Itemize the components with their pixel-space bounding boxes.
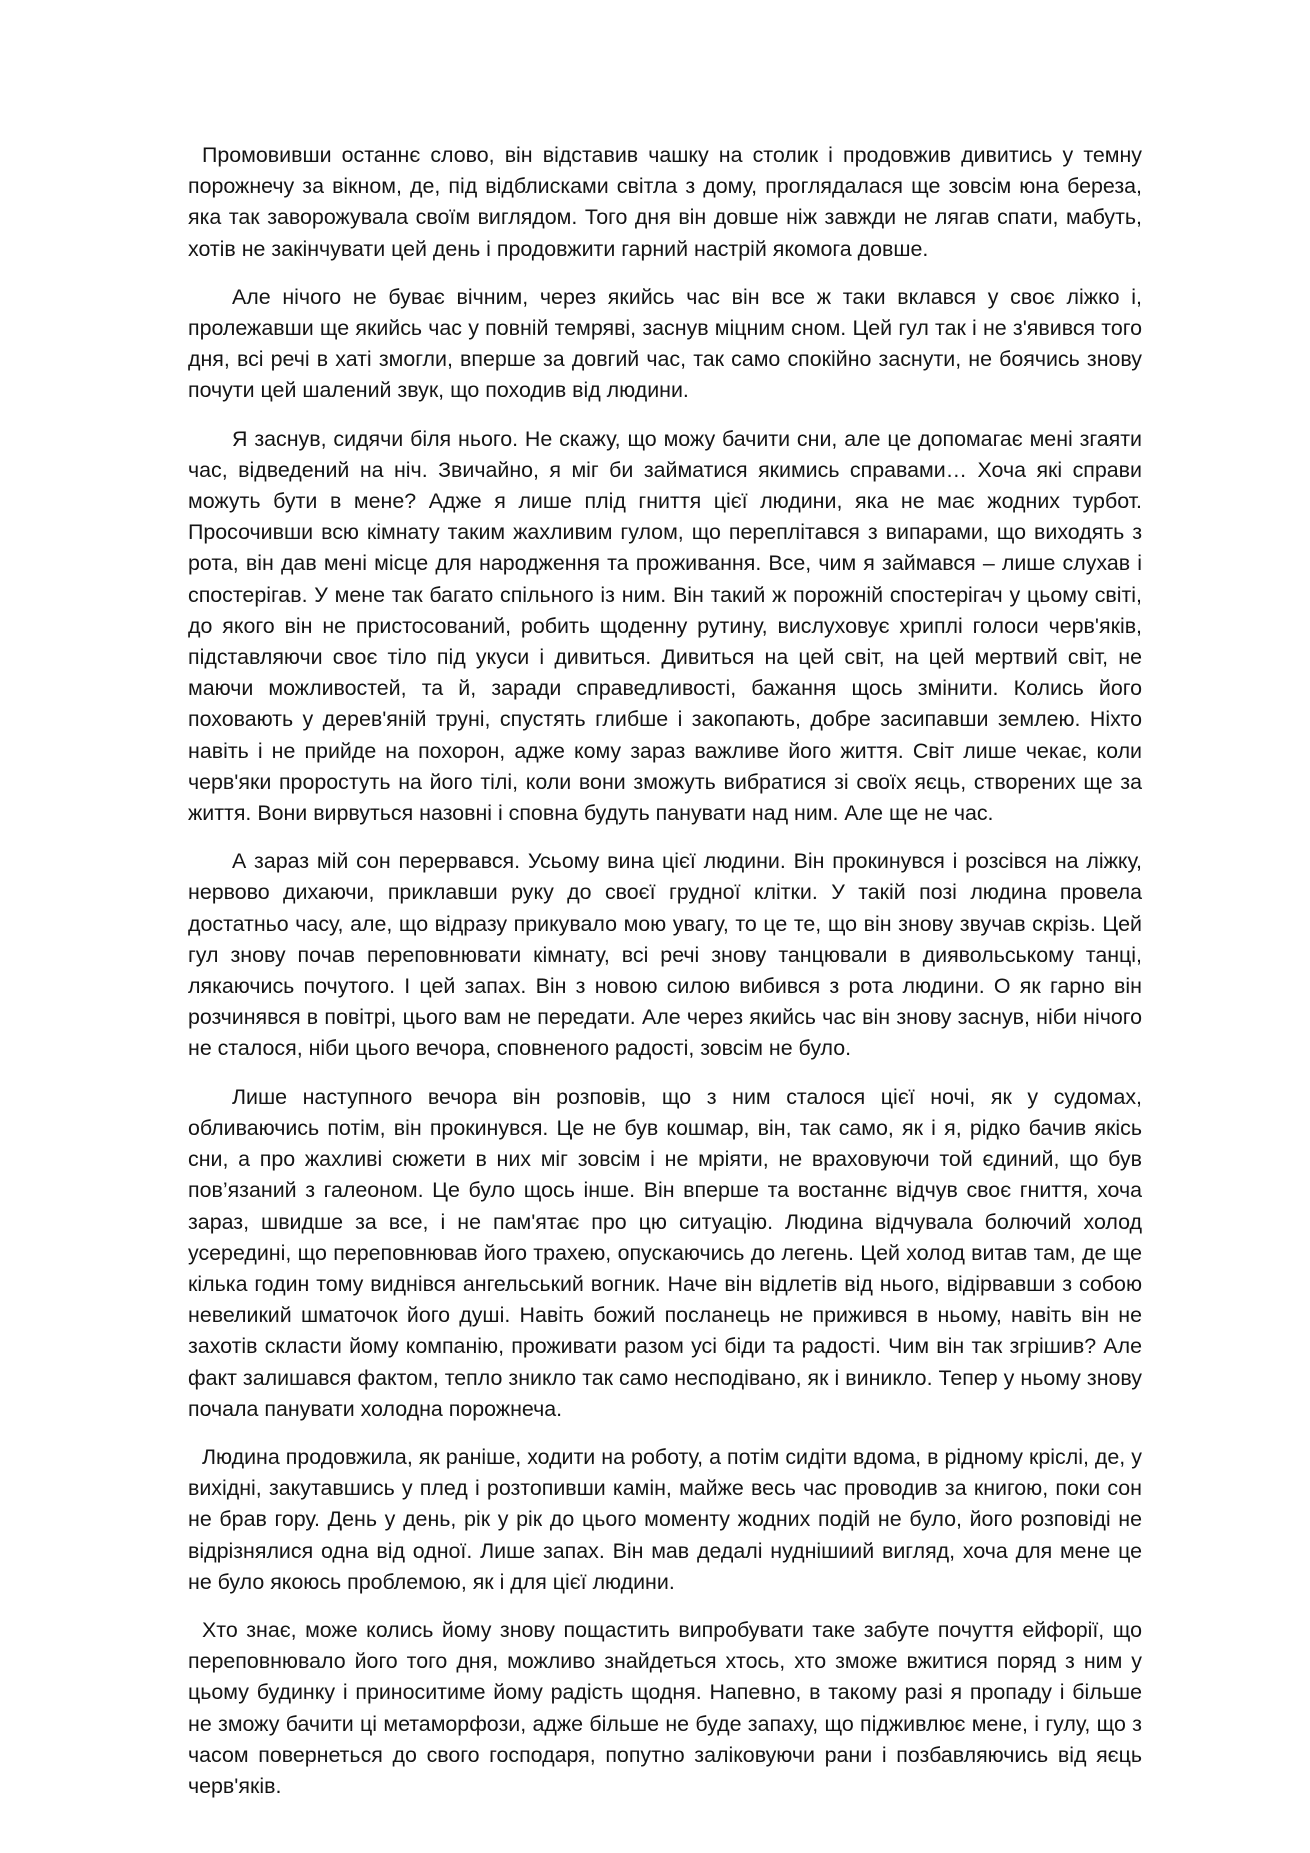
document-page (188, 140, 1142, 1819)
paragraph: Промовивши останнє слово, він відставив чашку на столик і продовжив дивитись у темну порожнечу за вікном, де, під відблисками світла з дому, проглядалася ще зовсім юна береза, яка так заворожувала своїм виглядом. Того дня він довше ніж завжди не лягав спати, мабуть, хотів не закінчувати цей день і продовжити гарний настрій якомога довше. (188, 143, 1142, 261)
paragraph: А зараз мій сон перервався. Усьому вина цієї людини. Він прокинувся і розсівся на ліжку, нервово дихаючи, приклавши руку до своєї грудної клітки. У такій позі людина провела достатньо часу, але, що відразу прикувало мою увагу, то це те, що він знову звучав скрізь. Цей гул знову почав переповнювати кімнату, всі речі знову танцювали в диявольському танці, лякаючись почутого. І цей запах. Він з новою силою вибився з рота людини. О як гарно він розчинявся в повітрі, цього вам не передати. Але через якийсь час він знову заснув, ніби нічого не сталося, ніби цього вечора, сповненого радості, зовсім не було. (188, 849, 1142, 1061)
paragraph: Хто знає, може колись йому знову пощастить випробувати таке забуте почуття ейфорії, що переповнювало його того дня, можливо знайдеться хтось, хто зможе вжитися поряд з ним у цьому будинку і приноситиме йому радість щодня. Напевно, в такому разі я пропаду і більше не зможу бачити ці метаморфози, адже більше не буде запаху, що підживлює мене, і гулу, що з часом повернеться до свого господаря, попутно заліковуючи рани і позбавляючись від яєць черв'яків. (188, 1617, 1142, 1798)
paragraph: Я заснув, сидячи біля нього. Не скажу, що можу бачити сни, але це допомагає мені згаяти час, відведений на ніч. Звичайно, я міг би займатися якимись справами… Хоча які справи можуть бути в мене? Адже я лише плід гниття цієї людини, яка не має жодних турбот. Просочивши всю кімнату таким жахливим гулом, що переплітався з випарами, що виходять з рота, він дав мені місце для народження та проживання. Все, чим я займався – лише слухав і спостерігав. У мене так багато спільного із ним. Він такий ж порожній спостерігач у цьому світі, до якого він не пристосований, робить щоденну рутину, вислуховує хриплі голоси черв'яків, підставляючи своє тіло під укуси і дивиться. Дивиться на цей світ, на цей мертвий світ, не маючи можливостей, та й, заради справедливості, бажання щось змінити. Колись його поховають у дерев'яній труні, спустять глибше і закопають, добре засипавши землею. Ніхто навіть і не прийде на похорон, адже кому зараз важливе його життя. Світ лише чекає, коли черв'яки проростуть на його тілі, коли вони зможуть вибратися зі своїх яєць, створених ще за життя. Вони вирвуться назовні і сповна будуть панувати над ним. Але ще не час. (188, 426, 1142, 826)
paragraph: Але нічого не буває вічним, через якийсь час він все ж таки вклався у своє ліжко і, пролежавши ще якийсь час у повній темряві, заснув міцним сном. Цей гул так і не з'явився того дня, всі речі в хаті змогли, вперше за довгий час, так само спокійно заснути, не боячись знову почути цей шалений звук, що походив від людини. (188, 284, 1142, 403)
paragraph: Лише наступного вечора він розповів, що з ним сталося цієї ночі, як у судомах, обливаючись потім, він прокинувся. Це не був кошмар, він, так само, як і я, рідко бачив якісь сни, а про жахливі сюжети в них міг зовсім і не мріяти, не враховуючи той єдиний, що був пов’язаний з галеоном. Це було щось інше. Він вперше та востаннє відчув своє гниття, хоча зараз, швидше за все, і не пам'ятає про цю ситуацію. Людина відчувала болючий холод усередині, що переповнював його трахею, опускаючись до легень. Цей холод витав там, де ще кілька годин тому виднівся ангельський вогник. Наче він відлетів від нього, відірвавши з собою невеликий шматочок його душі. Навіть божий посланець не прижився в ньому, навіть він не захотів скласти йому компанію, проживати разом усі біди та радості. Чим він так згрішив? Але факт залишався фактом, тепло зникло так само несподівано, як і виникло. Тепер у ньому знову почала панувати холодна порожнеча. (188, 1084, 1142, 1421)
paragraph: Людина продовжила, як раніше, ходити на роботу, а потім сидіти вдома, в рідному кріслі, де, у вихідні, закутавшись у плед і розтопивши камін, майже весь час проводив за книгою, поки сон не брав гору. День у день, рік у рік до цього моменту жодних подій не було, його розповіді не відрізнялися одна від одної. Лише запах. Він мав дедалі нуднішиий вигляд, хоча для мене це не було якоюсь проблемою, як і для цієї людини. (188, 1444, 1142, 1594)
